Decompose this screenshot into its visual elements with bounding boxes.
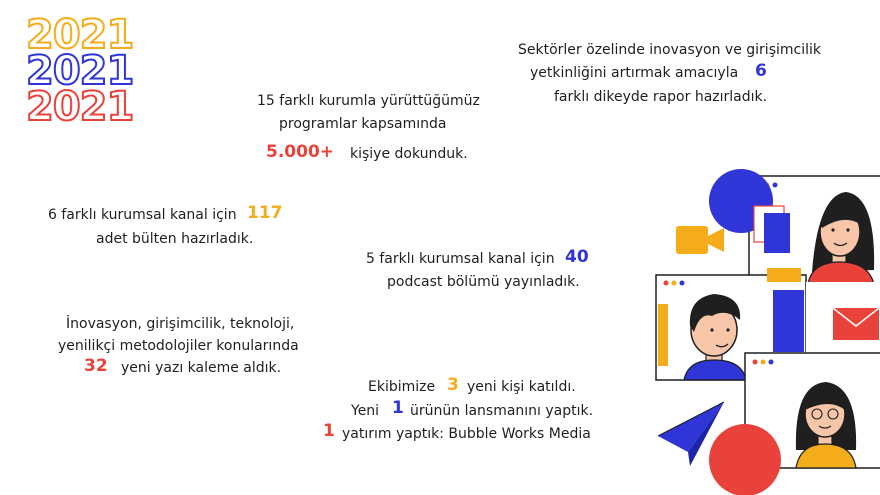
- team-investment-number: 1: [323, 421, 335, 441]
- bulletins-line-1: 6 farklı kurumsal kanal için: [48, 207, 237, 223]
- year-title-3: 2021: [26, 84, 134, 130]
- blue-rect-shape: [764, 213, 790, 253]
- reports-number: 6: [755, 61, 767, 81]
- year-title-1: 2021: [26, 12, 134, 58]
- articles-number: 32: [84, 356, 108, 376]
- bulletins-number: 117: [247, 203, 283, 223]
- podcast-line-2: podcast bölümü yayınladık.: [387, 274, 580, 290]
- team-line-1-prefix: Ekibimize: [368, 379, 436, 395]
- man-avatar: [684, 294, 746, 380]
- video-camera-icon: [676, 226, 724, 254]
- team-line-2-suffix: ürünün lansmanını yaptık.: [410, 403, 594, 419]
- articles-line-2: yenilikçi metodolojiler konularında: [58, 338, 299, 354]
- bulletins-line-2: adet bülten hazırladık.: [96, 231, 254, 247]
- team-line-2-prefix: Yeni: [351, 403, 380, 419]
- podcast-line-1: 5 farklı kurumsal kanal için: [366, 251, 555, 267]
- articles-line-3: yeni yazı kaleme aldık.: [121, 360, 282, 376]
- podcast-number: 40: [565, 247, 589, 267]
- articles-line-1: İnovasyon, girişimcilik, teknoloji,: [66, 316, 295, 332]
- team-product-number: 1: [392, 398, 404, 418]
- team-new-people-number: 3: [447, 375, 459, 395]
- blue-bar-shape: [773, 290, 804, 352]
- year-title-2: 2021: [26, 48, 134, 94]
- reach-suffix: kişiye dokunduk.: [350, 146, 468, 162]
- reach-line-2: programlar kapsamında: [279, 116, 447, 132]
- reach-number: 5.000+: [266, 142, 335, 162]
- team-line-1-suffix: yeni kişi katıldı.: [467, 379, 576, 395]
- yellow-rect-shape: [767, 268, 801, 282]
- reach-line-1: 15 farklı kurumla yürüttüğümüz: [257, 93, 480, 109]
- reports-line-2: yetkinliğini artırmak amacıyla: [530, 65, 739, 81]
- team-line-3-suffix: yatırım yaptık: Bubble Works Media: [342, 426, 591, 442]
- red-circle-shape: [709, 424, 781, 495]
- reports-line-3: farklı dikeyde rapor hazırladık.: [554, 89, 768, 105]
- reports-line-1: Sektörler özelinde inovasyon ve girişimcilik: [518, 42, 821, 58]
- yellow-bar-shape: [658, 304, 668, 366]
